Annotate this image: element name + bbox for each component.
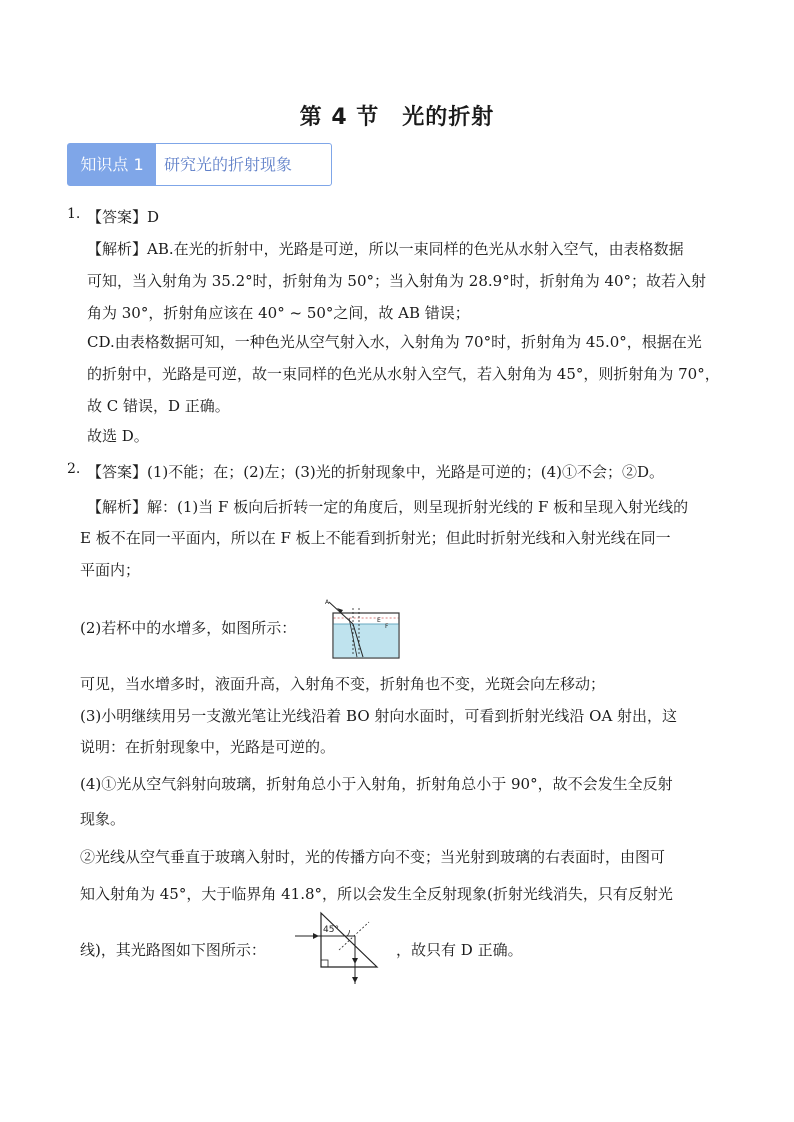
q2-analysis-line: ②光线从空气垂直于玻璃入射时，光的传播方向不变；当光射到玻璃的右表面时，由图可 xyxy=(80,848,666,866)
q2-analysis-line: E 板不在同一平面内，所以在 F 板上不能看到折射光；但此时折射光线和入射光线在同一 xyxy=(80,529,671,547)
q1-analysis-line: 可知，当入射角为 35.2°时，折射角为 50°；当入射角为 28.9°时，折射角为 40°；故若入射 xyxy=(87,272,707,290)
q2-analysis-line: 【解析】解：(1)当 F 板向后折转一定的角度后，则呈现折射光线的 F 板和呈现入射光线的 xyxy=(87,498,689,516)
prism-light-path-figure xyxy=(287,910,397,985)
q1-analysis-line: 的折射中，光路是可逆，故一束同样的色光从水射入空气，若入射角为 45°，则折射角为 70°， xyxy=(87,365,720,383)
page-title: 第 4 节 光的折射 xyxy=(299,105,495,130)
q2-analysis-line: 现象。 xyxy=(80,810,126,828)
figure-label-f: F xyxy=(385,623,389,630)
knowledge-point-title: 研究光的折射现象 xyxy=(164,155,293,174)
q2-analysis-line: 平面内； xyxy=(80,561,141,579)
q2-analysis-line: 可见，当水增多时，液面升高，入射角不变，折射角也不变，光斑会向左移动； xyxy=(80,675,606,693)
q2-analysis-line: (4)①光从空气斜射向玻璃，折射角总小于入射角，折射角总小于 90°，故不会发生全反射 xyxy=(80,775,673,793)
q1-analysis-line: 故 C 错误，D 正确。 xyxy=(87,397,230,415)
q1-analysis-line: CD.由表格数据可知，一种色光从空气射入水，入射角为 70°时，折射角为 45.0°，根据在光 xyxy=(87,333,702,351)
figure-label-e: E xyxy=(377,617,381,624)
figure-label-a: A xyxy=(325,599,330,606)
q2-analysis-line: (3)小明继续用另一支激光笔让光线沿着 BO 射向水面时，可看到折射光线沿 OA 射出，这 xyxy=(80,707,678,725)
knowledge-point-tag: 知识点 1 xyxy=(68,144,156,185)
q2-conclusion: ，故只有 D 正确。 xyxy=(396,941,523,959)
q1-analysis-line: 【解析】AB.在光的折射中，光路是可逆，所以一束同样的色光从水射入空气，由表格数据 xyxy=(87,240,684,258)
q2-analysis-line: 说明：在折射现象中，光路是可逆的。 xyxy=(80,738,336,756)
q1-analysis-line: 角为 30°，折射角应该在 40° ~ 50°之间，故 AB 错误； xyxy=(87,304,470,322)
q2-figure2-caption: 线)，其光路图如下图所示： xyxy=(80,941,266,959)
question-number: 1. xyxy=(67,206,81,222)
knowledge-point-banner xyxy=(67,143,332,186)
water-cup-figure xyxy=(323,596,403,660)
q1-analysis-line: 故选 D。 xyxy=(87,427,149,445)
q1-answer: 【答案】D xyxy=(87,208,160,226)
q2-answer: 【答案】(1)不能；在；(2)左；(3)光的折射现象中，光路是可逆的；(4)①不会；②D。 xyxy=(87,463,665,481)
q2-figure1-caption: (2)若杯中的水增多，如图所示： xyxy=(80,619,297,637)
question-number: 2. xyxy=(67,461,81,477)
figure-angle-label: 45° xyxy=(323,925,339,935)
q2-analysis-line: 知入射角为 45°，大于临界角 41.8°，所以会发生全反射现象(折射光线消失，只有反射光 xyxy=(80,885,673,903)
